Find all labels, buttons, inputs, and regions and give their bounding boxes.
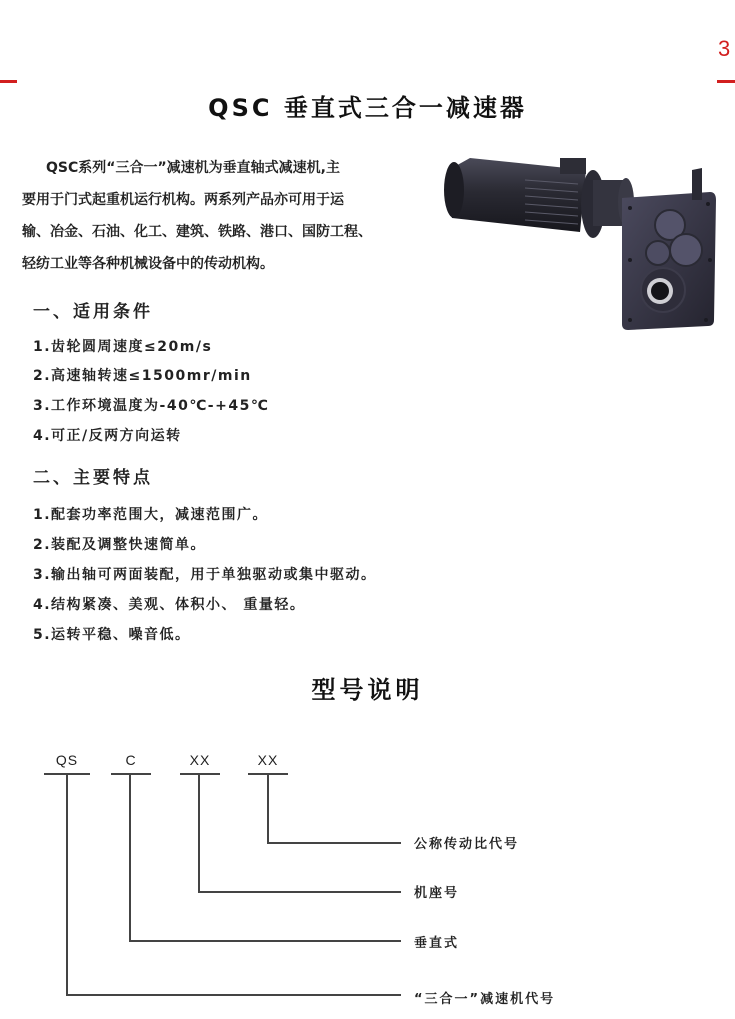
condition-item-3: 3.工作环境温度为-40℃-+45℃	[33, 398, 270, 414]
condition-item-4: 4.可正/反两方向运转	[33, 428, 182, 444]
feature-item-1: 1.配套功率范围大，减速范围广。	[33, 507, 269, 523]
section-heading-features: 二、主要特点	[33, 468, 153, 488]
leader-c-vertical	[129, 773, 131, 942]
intro-paragraph	[22, 152, 412, 280]
leader-c-horizontal	[129, 940, 401, 942]
code-frame-size: XX	[189, 752, 211, 768]
intro-line-2: 要用于门式起重机运行机构。两系列产品亦可用于运	[22, 192, 344, 208]
feature-item-5: 5.运转平稳、噪音低。	[33, 627, 191, 643]
page-number: 3	[718, 36, 731, 61]
intro-line-4: 轻纺工业等各种机械设备中的传动机构。	[22, 256, 274, 272]
condition-item-1: 1.齿轮圆周速度≤20m/s	[33, 339, 213, 355]
left-red-accent-bar	[0, 80, 17, 83]
feature-item-3: 3.输出轴可两面装配，用于单独驱动或集中驱动。	[33, 567, 377, 583]
code-qs: QS	[55, 752, 79, 768]
leader-ratio-horizontal	[267, 842, 401, 844]
label-vertical-type: 垂直式	[414, 936, 460, 951]
section-heading-conditions: 一、适用条件	[33, 302, 153, 322]
label-frame-size: 机座号	[414, 886, 460, 901]
feature-item-4: 4.结构紧凑、美观、体积小、 重量轻。	[33, 597, 306, 613]
code-ratio: XX	[257, 752, 279, 768]
label-nominal-ratio: 公称传动比代号	[414, 837, 520, 852]
leader-ratio-vertical	[267, 773, 269, 844]
page-title: QSC 垂直式三合一减速器	[208, 94, 527, 122]
underline-frame-size	[180, 773, 220, 775]
model-designation-title: 型号说明	[311, 676, 424, 704]
intro-line-3: 输、冶金、石油、化工、建筑、铁路、港口、国防工程、	[22, 224, 372, 240]
leader-qs-horizontal	[66, 994, 401, 996]
right-red-accent-bar	[717, 80, 735, 83]
code-c: C	[125, 752, 137, 768]
underline-c	[111, 773, 151, 775]
leader-frame-vertical	[198, 773, 200, 893]
leader-qs-vertical	[66, 773, 68, 996]
label-three-in-one-code: “三合一”减速机代号	[414, 992, 556, 1007]
gear-reducer-photo-icon	[430, 140, 720, 340]
leader-frame-horizontal	[198, 891, 401, 893]
feature-item-2: 2.装配及调整快速简单。	[33, 537, 207, 553]
condition-item-2: 2.高速轴转速≤1500mr/min	[33, 368, 252, 384]
intro-line-1: QSC系列“三合一”减速机为垂直轴式减速机,主	[46, 160, 340, 176]
